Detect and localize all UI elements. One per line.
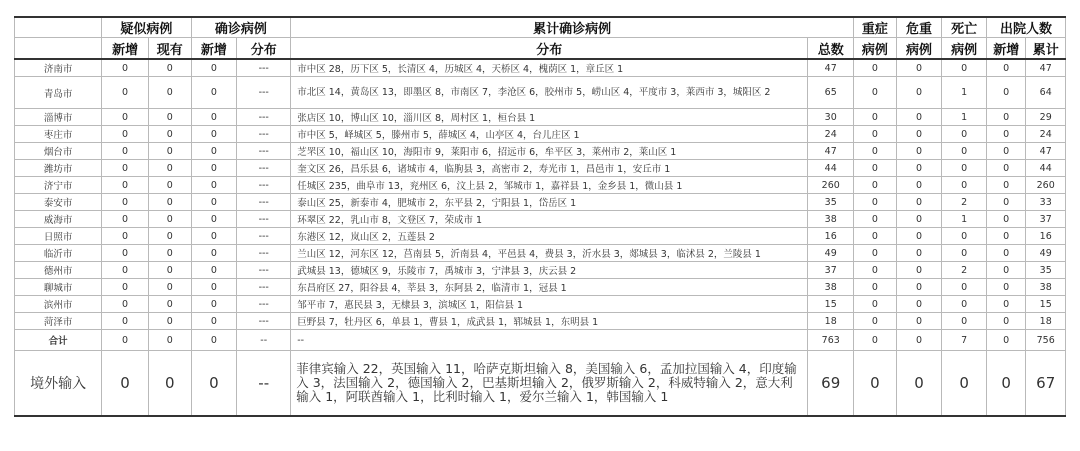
critical-cases: 0 xyxy=(896,126,942,143)
critical-cases: 0 xyxy=(896,77,942,109)
header-death: 死亡 xyxy=(942,17,987,38)
confirmed-distribution: --- xyxy=(237,77,291,109)
cumulative-distribution: 兰山区 12，河东区 12，莒南县 5，沂南县 4，平邑县 4，费县 3，沂水县 3，郯城县 3，临沭县 2，兰陵县 1 xyxy=(291,245,808,262)
severe-cases: 0 xyxy=(854,126,897,143)
severe-cases: 0 xyxy=(854,77,897,109)
confirmed-distribution: --- xyxy=(237,296,291,313)
cumulative-distribution: 东港区 12，岚山区 2，五莲县 2 xyxy=(291,228,808,245)
header-critical: 危重 xyxy=(896,17,942,38)
cumulative-distribution: 市北区 14，黄岛区 13，即墨区 8，市南区 7，李沧区 6，胶州市 5，崂山区 4，平度市 3，莱西市 3，城阳区 2 xyxy=(291,77,808,109)
confirmed-distribution: --- xyxy=(237,126,291,143)
cumulative-total: 49 xyxy=(808,245,854,262)
header-severe: 重症 xyxy=(854,17,897,38)
cumulative-total: 16 xyxy=(808,228,854,245)
cumulative-total: 47 xyxy=(808,59,854,77)
confirmed-new: 0 xyxy=(191,313,237,330)
discharged-new: 0 xyxy=(986,77,1025,109)
critical-cases: 0 xyxy=(896,262,942,279)
city-name: 烟台市 xyxy=(15,143,102,160)
confirmed-distribution: --- xyxy=(237,194,291,211)
confirmed-new: 0 xyxy=(191,109,237,126)
table-row xyxy=(15,194,1066,211)
suspected-new: 0 xyxy=(102,279,149,296)
suspected-new: 0 xyxy=(102,296,149,313)
discharged-new: 0 xyxy=(986,296,1025,313)
discharged-total: 24 xyxy=(1026,126,1066,143)
cumulative-distribution: 奎文区 26，昌乐县 6，诸城市 4，临朐县 3，高密市 2，寿光市 1，昌邑市 1，安丘市 1 xyxy=(291,160,808,177)
confirmed-distribution: --- xyxy=(237,177,291,194)
confirmed-new: 0 xyxy=(191,245,237,262)
header-confirmed-distribution: 分布 xyxy=(237,38,291,60)
total-row xyxy=(15,330,1066,351)
city-name: 潍坊市 xyxy=(15,160,102,177)
suspected-new: 0 xyxy=(102,160,149,177)
severe-cases: 0 xyxy=(854,211,897,228)
confirmed-new: 0 xyxy=(191,228,237,245)
discharged-new: 0 xyxy=(986,143,1025,160)
suspected-current: 0 xyxy=(148,177,191,194)
discharged-total: 44 xyxy=(1026,160,1066,177)
discharged-total: 18 xyxy=(1026,313,1066,330)
city-name: 滨州市 xyxy=(15,296,102,313)
severe-cases: 0 xyxy=(854,59,897,77)
suspected-new: 0 xyxy=(102,262,149,279)
suspected-current: 0 xyxy=(148,59,191,77)
death-cases: 0 xyxy=(942,245,987,262)
header-discharged-new: 新增 xyxy=(986,38,1025,60)
cumulative-distribution: 东昌府区 27，阳谷县 4，莘县 3，东阿县 2，临清市 1，冠县 1 xyxy=(291,279,808,296)
severe-cases: 0 xyxy=(854,245,897,262)
header-severe-cases: 病例 xyxy=(854,38,897,60)
city-name: 淄博市 xyxy=(15,109,102,126)
death-cases: 1 xyxy=(942,211,987,228)
severe-cases: 0 xyxy=(854,160,897,177)
cumulative-distribution: 菲律宾输入 22，英国输入 11，哈萨克斯坦输入 8，美国输入 6，孟加拉国输入 4，印度输入 3，法国输入 2，德国输入 2，巴基斯坦输入 2，俄罗斯输入 2，科威特输入 2，意大利输入 1，阿联酋输入 1，比利时输入 1，爱尔兰输入 1，韩国输入 1 xyxy=(291,351,808,417)
header-critical-cases: 病例 xyxy=(896,38,942,60)
table-row xyxy=(15,126,1066,143)
severe-cases: 0 xyxy=(854,262,897,279)
header-confirmed-new: 新增 xyxy=(191,38,237,60)
cumulative-total: 30 xyxy=(808,109,854,126)
suspected-new: 0 xyxy=(102,211,149,228)
city-name: 泰安市 xyxy=(15,194,102,211)
suspected-new: 0 xyxy=(102,351,149,417)
table-row xyxy=(15,160,1066,177)
cumulative-distribution: -- xyxy=(291,330,808,351)
city-name: 枣庄市 xyxy=(15,126,102,143)
cumulative-total: 38 xyxy=(808,211,854,228)
suspected-current: 0 xyxy=(148,194,191,211)
confirmed-new: 0 xyxy=(191,330,237,351)
critical-cases: 0 xyxy=(896,211,942,228)
severe-cases: 0 xyxy=(854,143,897,160)
header-blank xyxy=(15,17,102,38)
death-cases: 2 xyxy=(942,194,987,211)
confirmed-distribution: --- xyxy=(237,262,291,279)
critical-cases: 0 xyxy=(896,160,942,177)
cumulative-distribution: 泰山区 25，新泰市 4，肥城市 2，东平县 2，宁阳县 1，岱岳区 1 xyxy=(291,194,808,211)
header-discharged: 出院人数 xyxy=(986,17,1065,38)
overseas-row xyxy=(15,351,1066,417)
table-row xyxy=(15,143,1066,160)
suspected-current: 0 xyxy=(148,109,191,126)
city-name: 聊城市 xyxy=(15,279,102,296)
discharged-new: 0 xyxy=(986,228,1025,245)
confirmed-new: 0 xyxy=(191,126,237,143)
suspected-current: 0 xyxy=(148,211,191,228)
discharged-new: 0 xyxy=(986,313,1025,330)
severe-cases: 0 xyxy=(854,279,897,296)
cumulative-distribution: 市中区 5，峄城区 5，滕州市 5，薛城区 4，山亭区 4，台儿庄区 1 xyxy=(291,126,808,143)
critical-cases: 0 xyxy=(896,109,942,126)
header-suspected-new: 新增 xyxy=(102,38,149,60)
death-cases: 1 xyxy=(942,77,987,109)
confirmed-distribution: --- xyxy=(237,143,291,160)
discharged-new: 0 xyxy=(986,194,1025,211)
discharged-new: 0 xyxy=(986,160,1025,177)
confirmed-distribution: --- xyxy=(237,59,291,77)
table-row xyxy=(15,245,1066,262)
table-row xyxy=(15,59,1066,77)
discharged-total: 67 xyxy=(1026,351,1066,417)
severe-cases: 0 xyxy=(854,296,897,313)
death-cases: 0 xyxy=(942,177,987,194)
table-row xyxy=(15,279,1066,296)
discharged-total: 47 xyxy=(1026,143,1066,160)
discharged-total: 29 xyxy=(1026,109,1066,126)
discharged-new: 0 xyxy=(986,279,1025,296)
city-name: 合计 xyxy=(15,330,102,351)
severe-cases: 0 xyxy=(854,194,897,211)
confirmed-distribution: --- xyxy=(237,160,291,177)
critical-cases: 0 xyxy=(896,228,942,245)
discharged-new: 0 xyxy=(986,126,1025,143)
table-row xyxy=(15,109,1066,126)
table-row xyxy=(15,77,1066,109)
death-cases: 2 xyxy=(942,262,987,279)
critical-cases: 0 xyxy=(896,351,942,417)
suspected-current: 0 xyxy=(148,262,191,279)
discharged-new: 0 xyxy=(986,351,1025,417)
death-cases: 0 xyxy=(942,351,987,417)
death-cases: 0 xyxy=(942,313,987,330)
critical-cases: 0 xyxy=(896,194,942,211)
cumulative-distribution: 武城县 13，德城区 9，乐陵市 7，禹城市 3，宁津县 3，庆云县 2 xyxy=(291,262,808,279)
cumulative-total: 38 xyxy=(808,279,854,296)
discharged-total: 16 xyxy=(1026,228,1066,245)
city-name: 威海市 xyxy=(15,211,102,228)
discharged-new: 0 xyxy=(986,245,1025,262)
suspected-current: 0 xyxy=(148,245,191,262)
header-suspected-current: 现有 xyxy=(148,38,191,60)
header-confirmed: 确诊病例 xyxy=(191,17,291,38)
discharged-total: 756 xyxy=(1026,330,1066,351)
death-cases: 0 xyxy=(942,59,987,77)
cumulative-distribution: 任城区 235，曲阜市 13，兖州区 6，汶上县 2，邹城市 1，嘉祥县 1，金乡县 1，微山县 1 xyxy=(291,177,808,194)
critical-cases: 0 xyxy=(896,59,942,77)
suspected-new: 0 xyxy=(102,109,149,126)
suspected-new: 0 xyxy=(102,194,149,211)
suspected-new: 0 xyxy=(102,177,149,194)
suspected-new: 0 xyxy=(102,77,149,109)
city-name: 菏泽市 xyxy=(15,313,102,330)
table-body xyxy=(15,59,1066,416)
suspected-current: 0 xyxy=(148,126,191,143)
confirmed-distribution: --- xyxy=(237,279,291,296)
suspected-current: 0 xyxy=(148,77,191,109)
severe-cases: 0 xyxy=(854,177,897,194)
table-row xyxy=(15,262,1066,279)
discharged-new: 0 xyxy=(986,59,1025,77)
city-name: 临沂市 xyxy=(15,245,102,262)
city-name: 境外输入 xyxy=(15,351,102,417)
suspected-current: 0 xyxy=(148,313,191,330)
confirmed-distribution: --- xyxy=(237,245,291,262)
suspected-current: 0 xyxy=(148,279,191,296)
table-row xyxy=(15,228,1066,245)
cumulative-total: 18 xyxy=(808,313,854,330)
covid-cases-table xyxy=(14,16,1066,417)
discharged-total: 64 xyxy=(1026,77,1066,109)
discharged-new: 0 xyxy=(986,330,1025,351)
city-name: 日照市 xyxy=(15,228,102,245)
severe-cases: 0 xyxy=(854,351,897,417)
death-cases: 0 xyxy=(942,143,987,160)
cumulative-distribution: 市中区 28，历下区 5，长清区 4，历城区 4，天桥区 4，槐荫区 1，章丘区 1 xyxy=(291,59,808,77)
cumulative-total: 15 xyxy=(808,296,854,313)
cumulative-total: 65 xyxy=(808,77,854,109)
suspected-new: 0 xyxy=(102,228,149,245)
discharged-total: 49 xyxy=(1026,245,1066,262)
suspected-new: 0 xyxy=(102,143,149,160)
suspected-new: 0 xyxy=(102,330,149,351)
discharged-total: 33 xyxy=(1026,194,1066,211)
cumulative-total: 47 xyxy=(808,143,854,160)
confirmed-new: 0 xyxy=(191,194,237,211)
cumulative-total: 44 xyxy=(808,160,854,177)
suspected-current: 0 xyxy=(148,143,191,160)
discharged-total: 15 xyxy=(1026,296,1066,313)
confirmed-distribution: -- xyxy=(237,351,291,417)
header-discharged-accumulated: 累计 xyxy=(1026,38,1066,60)
critical-cases: 0 xyxy=(896,177,942,194)
discharged-new: 0 xyxy=(986,262,1025,279)
suspected-new: 0 xyxy=(102,245,149,262)
confirmed-new: 0 xyxy=(191,262,237,279)
cumulative-distribution: 邹平市 7，惠民县 3，无棣县 3，滨城区 1，阳信县 1 xyxy=(291,296,808,313)
table-row xyxy=(15,211,1066,228)
table-row xyxy=(15,313,1066,330)
confirmed-new: 0 xyxy=(191,143,237,160)
header-row-2 xyxy=(15,38,1066,60)
cumulative-distribution: 芝罘区 10，福山区 10，海阳市 9，莱阳市 6，招远市 6，牟平区 3，莱州市 2，莱山区 1 xyxy=(291,143,808,160)
confirmed-distribution: -- xyxy=(237,330,291,351)
death-cases: 0 xyxy=(942,279,987,296)
discharged-total: 260 xyxy=(1026,177,1066,194)
discharged-new: 0 xyxy=(986,211,1025,228)
critical-cases: 0 xyxy=(896,279,942,296)
confirmed-distribution: --- xyxy=(237,211,291,228)
confirmed-new: 0 xyxy=(191,177,237,194)
header-cumulative: 累计确诊病例 xyxy=(291,17,854,38)
severe-cases: 0 xyxy=(854,109,897,126)
confirmed-new: 0 xyxy=(191,59,237,77)
city-name: 德州市 xyxy=(15,262,102,279)
cumulative-total: 260 xyxy=(808,177,854,194)
confirmed-new: 0 xyxy=(191,211,237,228)
cumulative-total: 37 xyxy=(808,262,854,279)
cumulative-total: 24 xyxy=(808,126,854,143)
header-row-1 xyxy=(15,17,1066,38)
suspected-new: 0 xyxy=(102,313,149,330)
confirmed-new: 0 xyxy=(191,296,237,313)
cumulative-total: 35 xyxy=(808,194,854,211)
confirmed-distribution: --- xyxy=(237,313,291,330)
header-blank-2 xyxy=(15,38,102,60)
confirmed-distribution: --- xyxy=(237,228,291,245)
death-cases: 1 xyxy=(942,109,987,126)
death-cases: 0 xyxy=(942,126,987,143)
cumulative-distribution: 巨野县 7，牡丹区 6，单县 1，曹县 1，成武县 1，郓城县 1，东明县 1 xyxy=(291,313,808,330)
city-name: 青岛市 xyxy=(15,77,102,109)
cumulative-total: 69 xyxy=(808,351,854,417)
discharged-total: 47 xyxy=(1026,59,1066,77)
table-row xyxy=(15,296,1066,313)
death-cases: 0 xyxy=(942,228,987,245)
suspected-current: 0 xyxy=(148,330,191,351)
critical-cases: 0 xyxy=(896,245,942,262)
suspected-new: 0 xyxy=(102,59,149,77)
critical-cases: 0 xyxy=(896,296,942,313)
confirmed-new: 0 xyxy=(191,77,237,109)
discharged-total: 35 xyxy=(1026,262,1066,279)
confirmed-new: 0 xyxy=(191,160,237,177)
severe-cases: 0 xyxy=(854,228,897,245)
suspected-current: 0 xyxy=(148,351,191,417)
suspected-new: 0 xyxy=(102,126,149,143)
discharged-total: 38 xyxy=(1026,279,1066,296)
severe-cases: 0 xyxy=(854,313,897,330)
cumulative-distribution: 张店区 10，博山区 10，淄川区 8，周村区 1，桓台县 1 xyxy=(291,109,808,126)
discharged-total: 37 xyxy=(1026,211,1066,228)
suspected-current: 0 xyxy=(148,296,191,313)
confirmed-new: 0 xyxy=(191,279,237,296)
cumulative-total: 763 xyxy=(808,330,854,351)
critical-cases: 0 xyxy=(896,330,942,351)
critical-cases: 0 xyxy=(896,143,942,160)
confirmed-new: 0 xyxy=(191,351,237,417)
header-suspected: 疑似病例 xyxy=(102,17,191,38)
table-row xyxy=(15,177,1066,194)
severe-cases: 0 xyxy=(854,330,897,351)
cumulative-distribution: 环翠区 22，乳山市 8，文登区 7，荣成市 1 xyxy=(291,211,808,228)
death-cases: 0 xyxy=(942,160,987,177)
discharged-new: 0 xyxy=(986,177,1025,194)
city-name: 济宁市 xyxy=(15,177,102,194)
death-cases: 0 xyxy=(942,296,987,313)
death-cases: 7 xyxy=(942,330,987,351)
discharged-new: 0 xyxy=(986,109,1025,126)
suspected-current: 0 xyxy=(148,160,191,177)
suspected-current: 0 xyxy=(148,228,191,245)
header-cumulative-total: 总数 xyxy=(808,38,854,60)
city-name: 济南市 xyxy=(15,59,102,77)
confirmed-distribution: --- xyxy=(237,109,291,126)
header-cumulative-distribution: 分布 xyxy=(291,38,808,60)
critical-cases: 0 xyxy=(896,313,942,330)
header-death-cases: 病例 xyxy=(942,38,987,60)
